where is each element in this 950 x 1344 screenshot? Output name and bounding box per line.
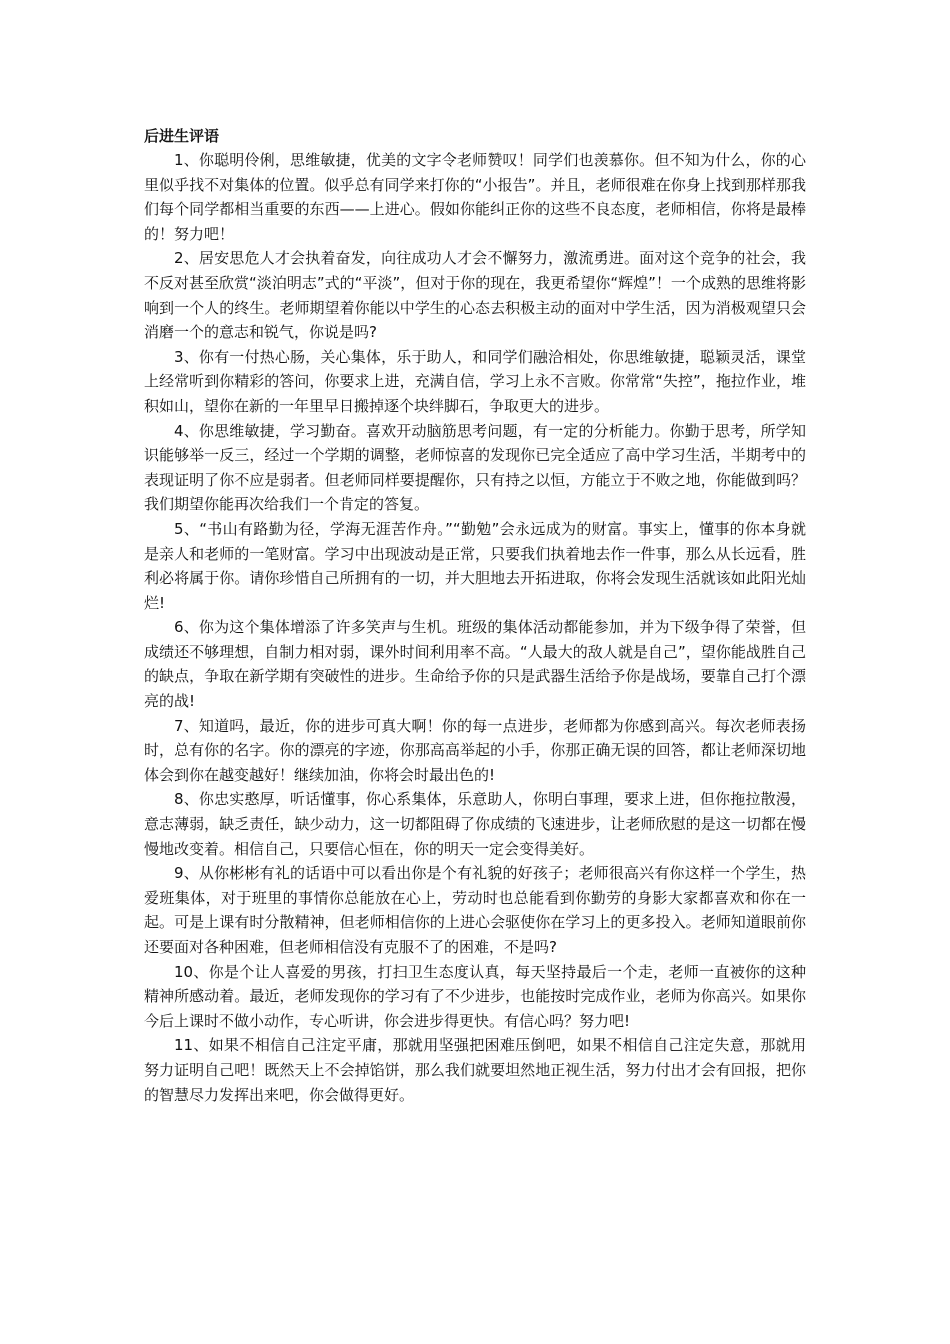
comment-paragraph-5: 5、“书山有路勤为径，学海无涯苦作舟。”“勤勉”会永远成为的财富。事实上，懂事的你本身就是亲人和老师的一笔财富。学习中出现波动是正常，只要我们执着地去作一件事，那么从长远看，胜利必将属于你。请你珍惜自己所拥有的一切，并大胆地去开拓进取，你将会发现生活就该如此阳光灿烂! [144,519,806,612]
comment-paragraph-8: 8、你忠实憨厚，听话懂事，你心系集体，乐意助人，你明白事理，要求上进，但你拖拉散漫，意志薄弱，缺乏责任，缺少动力，这一切都阻碍了你成绩的飞速进步，让老师欣慰的是这一切都在慢慢地改变着。相信自己，只要信心恒在，你的明天一定会变得美好。 [144,790,806,858]
comment-paragraph-6: 6、你为这个集体增添了许多笑声与生机。班级的集体活动都能参加，并为下级争得了荣誉，但成绩还不够理想，自制力相对弱，课外时间利用率不高。“人最大的敌人就是自己”，望你能战胜自己的缺点，争取在新学期有突破性的进步。生命给予你的只是武器生活给予你是战场，要靠自己打个漂亮的战! [144,618,806,711]
comment-paragraph-1: 1、你聪明伶俐，思维敏捷，优美的文字令老师赞叹！同学们也羡慕你。但不知为什么，你的心里似乎找不对集体的位置。似乎总有同学来打你的“小报告”。并且，老师很难在你身上找到那样那我们每个同学都相当重要的东西——上进心。假如你能纠正你的这些不良态度，老师相信，你将是最棒的！努力吧！ [144,151,806,243]
comment-paragraph-10: 10、你是个让人喜爱的男孩，打扫卫生态度认真，每天坚持最后一个走，老师一直被你的这种精神所感动着。最近，老师发现你的学习有了不少进步，也能按时完成作业，老师为你高兴。如果你今后上课时不做小动作，专心听讲，你会进步得更快。有信心吗？努力吧! [144,962,806,1030]
document-title: 后进生评语 [144,127,220,145]
document-page [144,124,806,1107]
comment-paragraph-2: 2、居安思危人才会执着奋发，向往成功人才会不懈努力，激流勇进。面对这个竞争的社会，我不反对甚至欣赏“淡泊明志”式的“平淡”，但对于你的现在，我更希望你“辉煌”！一个成熟的思维将影响到一个人的终生。老师期望着你能以中学生的心态去积极主动的面对中学生活，因为消极观望只会消磨一个的意志和锐气，你说是吗? [144,249,806,342]
comment-paragraph-11: 11、如果不相信自己注定平庸，那就用坚强把困难压倒吧，如果不相信自己注定失意，那就用努力证明自己吧！既然天上不会掉馅饼，那么我们就要坦然地正视生活，努力付出才会有回报，把你的智慧尽力发挥出来吧，你会做得更好。 [144,1036,806,1104]
comment-paragraph-4: 4、你思维敏捷，学习勤奋。喜欢开动脑筋思考问题，有一定的分析能力。你勤于思考，所学知识能够举一反三，经过一个学期的调整，老师惊喜的发现你已完全适应了高中学习生活，半期考中的表现证明了你不应是弱者。但老师同样要提醒你，只有持之以恒，方能立于不败之地，你能做到吗？我们期望你能再次给我们一个肯定的答复。 [144,421,806,514]
comment-paragraph-9: 9、从你彬彬有礼的话语中可以看出你是个有礼貌的好孩子；老师很高兴有你这样一个学生，热爱班集体，对于班里的事情你总能放在心上，劳动时也总能看到你勤劳的身影大家都喜欢和你在一起。可是上课有时分散精神，但老师相信你的上进心会驱使你在学习上的更多投入。老师知道眼前你还要面对各种困难，但老师相信没有克服不了的困难，不是吗? [144,864,806,956]
comment-paragraph-3: 3、你有一付热心肠，关心集体，乐于助人，和同学们融洽相处，你思维敏捷，聪颖灵活，课堂上经常听到你精彩的答问，你要求上进，充满自信，学习上永不言败。你常常“失控”，拖拉作业，堆积如山，望你在新的一年里早日搬掉逐个块绊脚石，争取更大的进步。 [144,347,806,415]
comment-paragraph-7: 7、知道吗，最近，你的进步可真大啊！你的每一点进步，老师都为你感到高兴。每次老师表扬时，总有你的名字。你的漂亮的字迹，你那高高举起的小手，你那正确无误的回答，都让老师深切地体会到你在越变越好！继续加油，你将会时最出色的! [144,716,806,784]
